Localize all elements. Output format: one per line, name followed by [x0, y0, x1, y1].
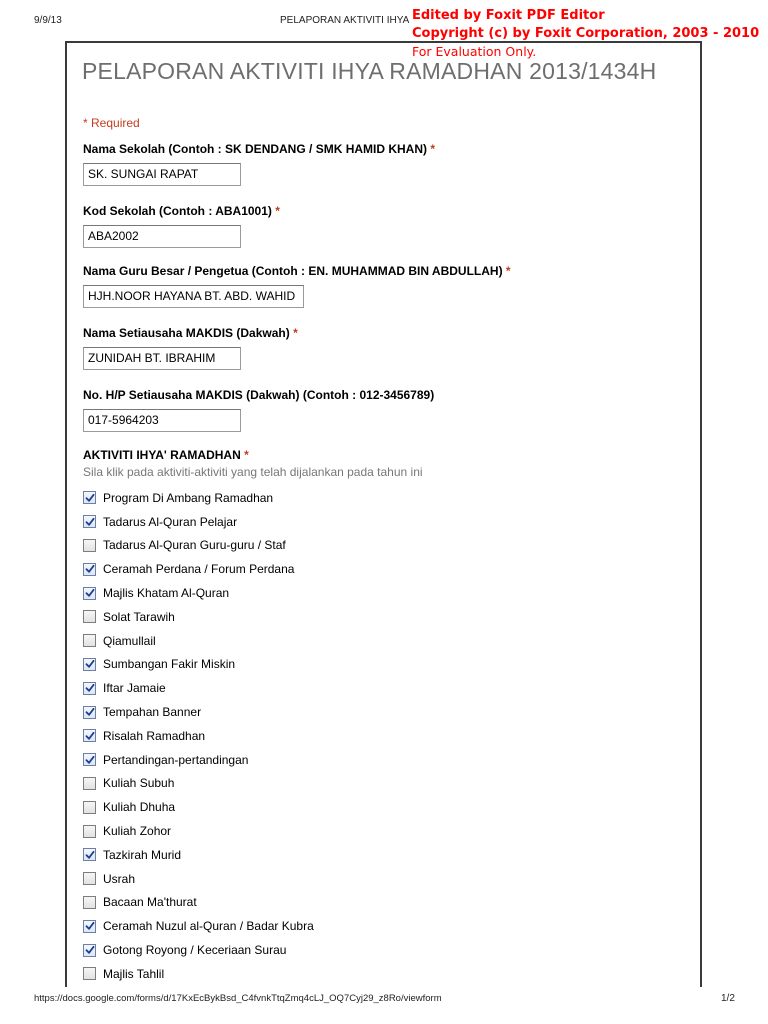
- checkbox-unchecked-icon[interactable]: [83, 896, 96, 909]
- activity-option-label: Sumbangan Fakir Miskin: [103, 657, 236, 672]
- activity-option[interactable]: [83, 724, 314, 748]
- field-label: Nama Sekolah (Contoh : SK DENDANG / SMK HAMID KHAN) *: [83, 142, 436, 156]
- required-star: *: [505, 264, 511, 278]
- activity-option-label: Qiamullail: [103, 633, 156, 648]
- nama-sekolah-input[interactable]: SK. SUNGAI RAPAT: [83, 163, 241, 186]
- checkbox-unchecked-icon[interactable]: [83, 825, 96, 838]
- nama-setiausaha-input[interactable]: ZUNIDAH BT. IBRAHIM: [83, 347, 241, 370]
- field-nama-guru-besar: [83, 264, 511, 308]
- required-star: *: [275, 204, 280, 218]
- checkbox-unchecked-icon[interactable]: [83, 967, 96, 980]
- activity-option[interactable]: [83, 843, 314, 867]
- activity-option[interactable]: [83, 605, 314, 629]
- required-note: * Required: [83, 116, 140, 130]
- checkbox-checked-icon[interactable]: [83, 587, 96, 600]
- activities-section-title: AKTIVITI IHYA' RAMADHAN *: [83, 448, 249, 462]
- checkbox-checked-icon[interactable]: [83, 515, 96, 528]
- activity-option[interactable]: [83, 748, 314, 772]
- activity-option-label: Kuliah Zohor: [103, 824, 172, 839]
- print-footer-url: https://docs.google.com/forms/d/17KxEcBykBsd_C4fvnkTtqZmq4cLJ_OQ7Cyj29_z8Ro/viewform: [34, 993, 442, 1004]
- required-star: *: [293, 326, 298, 340]
- activity-option-label: Tempahan Banner: [103, 705, 202, 720]
- checkbox-checked-icon[interactable]: [83, 753, 96, 766]
- activity-option[interactable]: [83, 557, 314, 581]
- field-no-hp-setiausaha: [83, 388, 434, 432]
- watermark-line-1: Edited by Foxit PDF Editor: [412, 8, 605, 23]
- kod-sekolah-input[interactable]: ABA2002: [83, 225, 241, 248]
- activity-option[interactable]: [83, 772, 314, 796]
- activity-option[interactable]: [83, 629, 314, 653]
- field-nama-setiausaha: [83, 326, 298, 370]
- activity-option[interactable]: [83, 819, 314, 843]
- activity-option[interactable]: [83, 486, 314, 510]
- activity-option[interactable]: [83, 891, 314, 915]
- watermark-line-3: For Evaluation Only.: [412, 44, 537, 59]
- activity-option-label: Majlis Tahlil: [103, 966, 165, 981]
- activity-option-label: Bacaan Ma'thurat: [103, 895, 197, 910]
- activity-option[interactable]: [83, 581, 314, 605]
- activity-option-label: Ceramah Perdana / Forum Perdana: [103, 562, 295, 577]
- print-header-title: PELAPORAN AKTIVITI IHYA: [280, 15, 410, 26]
- activity-option-label: Program Di Ambang Ramadhan: [103, 490, 274, 505]
- checkbox-checked-icon[interactable]: [83, 563, 96, 576]
- foxit-watermark: [412, 7, 759, 61]
- field-label: No. H/P Setiausaha MAKDIS (Dakwah) (Contoh : 012-3456789): [83, 388, 435, 402]
- field-label: Nama Setiausaha MAKDIS (Dakwah) *: [83, 326, 298, 340]
- form-title: PELAPORAN AKTIVITI IHYA RAMADHAN 2013/1434H: [82, 58, 657, 84]
- print-page-number: 1/2: [721, 993, 735, 1004]
- nama-guru-besar-input[interactable]: HJH.NOOR HAYANA BT. ABD. WAHID: [83, 285, 304, 308]
- activity-option[interactable]: [83, 510, 314, 534]
- checkbox-unchecked-icon[interactable]: [83, 610, 96, 623]
- checkbox-checked-icon[interactable]: [83, 658, 96, 671]
- activity-option[interactable]: [83, 700, 314, 724]
- no-hp-setiausaha-input[interactable]: 017-5964203: [83, 409, 241, 432]
- activity-option-label: Tadarus Al-Quran Pelajar: [103, 514, 238, 529]
- activity-option[interactable]: [83, 938, 314, 962]
- field-nama-sekolah: [83, 142, 435, 186]
- watermark-line-2: Copyright (c) by Foxit Corporation, 2003 - 2010: [412, 26, 760, 41]
- activity-option-label: Tadarus Al-Quran Guru-guru / Staf: [103, 538, 286, 553]
- print-date: 9/9/13: [34, 15, 62, 26]
- field-kod-sekolah: [83, 204, 280, 248]
- required-star: *: [244, 448, 249, 462]
- checkbox-unchecked-icon[interactable]: [83, 801, 96, 814]
- activity-option[interactable]: [83, 653, 314, 677]
- activity-option-label: Risalah Ramadhan: [103, 728, 206, 743]
- checkbox-checked-icon[interactable]: [83, 706, 96, 719]
- field-label: Kod Sekolah (Contoh : ABA1001) *: [83, 204, 280, 218]
- activity-option[interactable]: [83, 676, 314, 700]
- activity-option-label: Kuliah Dhuha: [103, 800, 176, 815]
- activity-option-label: Gotong Royong / Keceriaan Surau: [103, 943, 287, 958]
- checkbox-checked-icon[interactable]: [83, 848, 96, 861]
- activity-option-label: Kuliah Subuh: [103, 776, 175, 791]
- activity-option[interactable]: [83, 914, 314, 938]
- required-star: *: [430, 142, 436, 156]
- checkbox-unchecked-icon[interactable]: [83, 777, 96, 790]
- checkbox-unchecked-icon[interactable]: [83, 634, 96, 647]
- checkbox-checked-icon[interactable]: [83, 729, 96, 742]
- checkbox-checked-icon[interactable]: [83, 491, 96, 504]
- checkbox-checked-icon[interactable]: [83, 944, 96, 957]
- checkbox-checked-icon[interactable]: [83, 920, 96, 933]
- checkbox-unchecked-icon[interactable]: [83, 539, 96, 552]
- activity-option[interactable]: [83, 534, 314, 558]
- activities-checklist: [83, 486, 314, 986]
- activity-option-label: Pertandingan-pertandingan: [103, 752, 249, 767]
- activity-option[interactable]: [83, 962, 314, 986]
- checkbox-checked-icon[interactable]: [83, 682, 96, 695]
- checkbox-unchecked-icon[interactable]: [83, 872, 96, 885]
- activity-option-label: Iftar Jamaie: [103, 681, 166, 696]
- field-label: Nama Guru Besar / Pengetua (Contoh : EN. MUHAMMAD BIN ABDULLAH) *: [83, 264, 511, 278]
- activity-option-label: Usrah: [103, 871, 136, 886]
- activity-option[interactable]: [83, 867, 314, 891]
- activities-help-text: Sila klik pada aktiviti-aktiviti yang telah dijalankan pada tahun ini: [83, 465, 423, 479]
- activity-option-label: Ceramah Nuzul al-Quran / Badar Kubra: [103, 919, 314, 934]
- activity-option-label: Majlis Khatam Al-Quran: [103, 586, 230, 601]
- activity-option-label: Solat Tarawih: [103, 609, 175, 624]
- activity-option[interactable]: [83, 795, 314, 819]
- activity-option-label: Tazkirah Murid: [103, 847, 182, 862]
